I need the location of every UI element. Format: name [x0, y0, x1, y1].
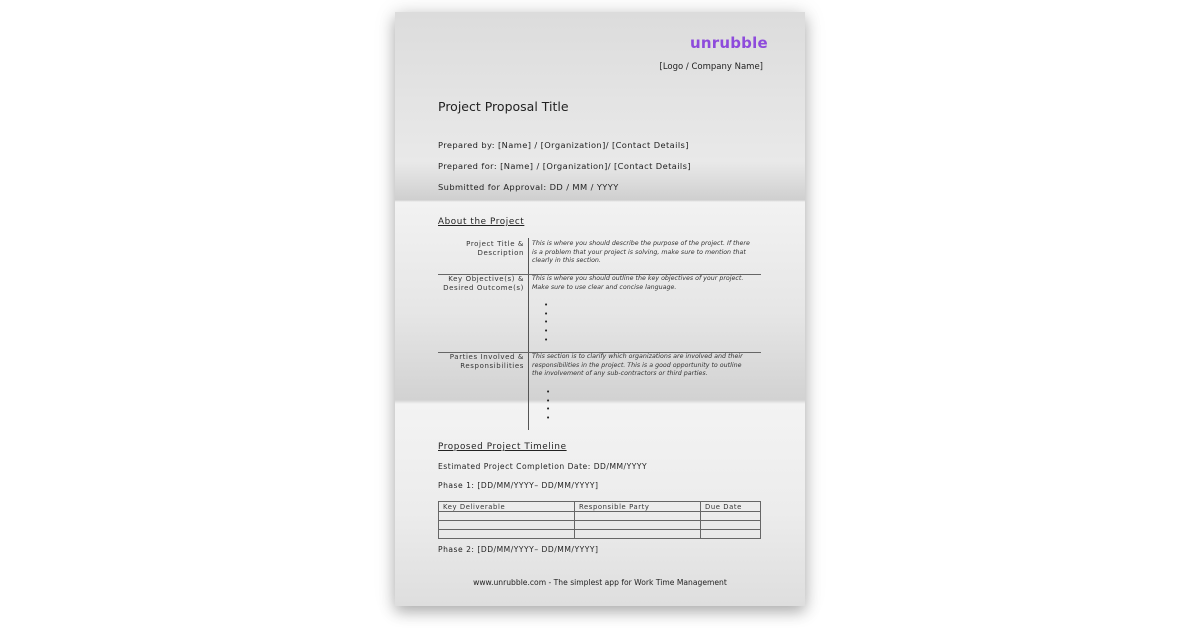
table-row	[439, 512, 761, 521]
list-item	[544, 310, 548, 319]
table-row	[439, 530, 761, 539]
list-item	[546, 405, 550, 414]
row-desc-parties: This section is to clarify which organizations are involved and their responsibilities in the project. This is a good opportunity to outline the involvement of any sub-contractors or third parties.	[532, 353, 743, 377]
footer-text[interactable]: www.unrubble.com - The simplest app for Work Time Management	[473, 578, 727, 587]
list-item	[544, 336, 548, 345]
document-page	[395, 12, 805, 606]
parties-bullet-list	[546, 388, 550, 423]
objectives-bullet-list	[544, 301, 548, 345]
list-item	[544, 318, 548, 327]
col-key-deliverable: Key Deliverable	[439, 502, 575, 512]
document-title: Project Proposal Title	[438, 99, 569, 114]
phase-1: Phase 1: [DD/MM/YYYY– DD/MM/YYYY]	[438, 481, 599, 490]
estimated-completion: Estimated Project Completion Date: DD/MM/YYYY	[438, 462, 648, 471]
timeline-heading: Proposed Project Timeline	[438, 442, 567, 452]
list-item	[546, 397, 550, 406]
table-cell	[701, 530, 761, 539]
row-label-parties: Parties Involved & Responsibilities	[449, 353, 524, 370]
row-label-objectives: Key Objective(s) & Desired Outcome(s)	[443, 275, 524, 292]
list-item	[544, 301, 548, 310]
row-desc-title-description: This is where you should describe the purpose of the project. If there is a problem that your project is solving, make sure to mention that clearly in this section.	[532, 240, 750, 264]
deliverables-table	[438, 501, 761, 539]
phase-2: Phase 2: [DD/MM/YYYY– DD/MM/YYYY]	[438, 545, 599, 554]
prepared-for: Prepared for: [Name] / [Organization]/ [Contact Details]	[438, 161, 691, 171]
about-table-divider	[528, 238, 529, 430]
row-label-title-description: Project Title & Description	[466, 240, 524, 257]
col-responsible-party: Responsible Party	[575, 502, 701, 512]
table-cell	[575, 512, 701, 521]
table-cell	[439, 512, 575, 521]
list-item	[546, 388, 550, 397]
table-cell	[701, 521, 761, 530]
about-heading: About the Project	[438, 217, 525, 227]
table-cell	[701, 512, 761, 521]
company-name-placeholder: [Logo / Company Name]	[659, 62, 763, 72]
prepared-by: Prepared by: [Name] / [Organization]/ [Contact Details]	[438, 140, 689, 150]
logo[interactable]: unrubble	[690, 34, 768, 52]
submitted-for-approval: Submitted for Approval: DD / MM / YYYY	[438, 182, 619, 192]
table-row	[439, 521, 761, 530]
row-desc-objectives: This is where you should outline the key objectives of your project. Make sure to use clear and concise language.	[532, 275, 744, 291]
list-item	[546, 414, 550, 423]
col-due-date: Due Date	[701, 502, 761, 512]
table-cell	[575, 530, 701, 539]
table-cell	[575, 521, 701, 530]
table-cell	[439, 521, 575, 530]
list-item	[544, 327, 548, 336]
table-cell	[439, 530, 575, 539]
